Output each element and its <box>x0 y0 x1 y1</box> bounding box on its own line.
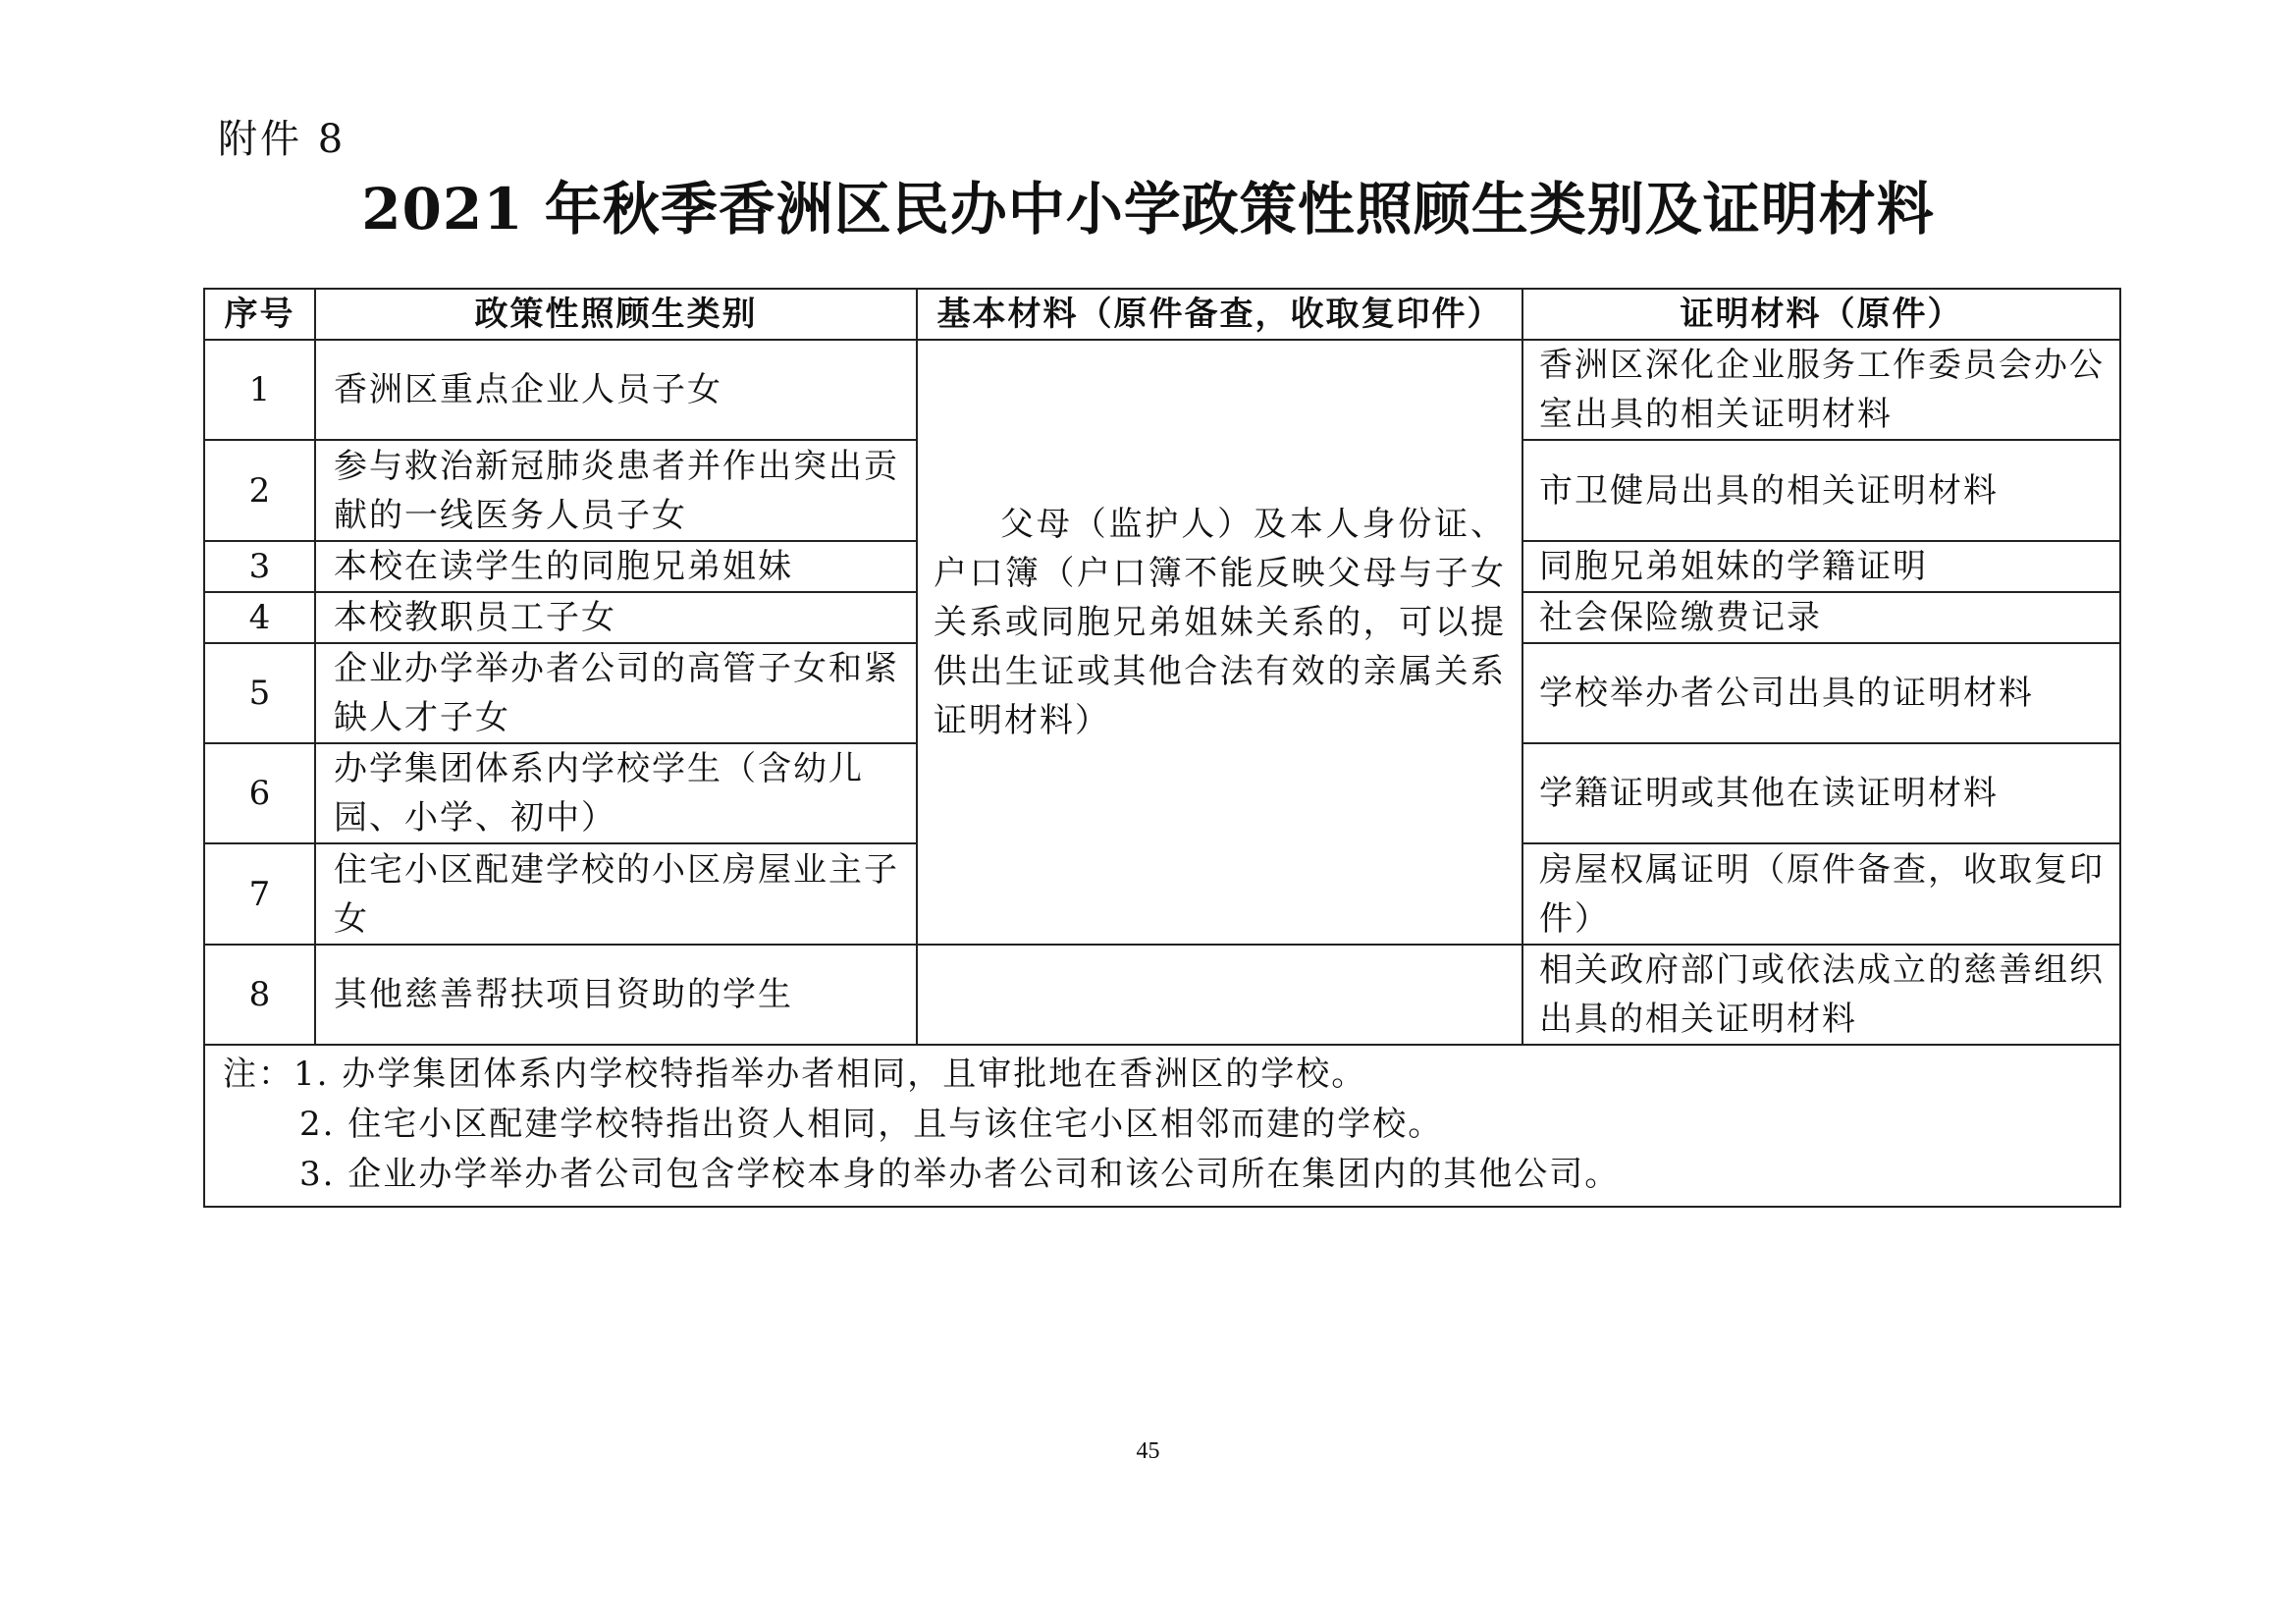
row-category: 其他慈善帮扶项目资助的学生 <box>315 945 917 1045</box>
row-number: 2 <box>204 440 315 541</box>
page-number: 45 <box>1136 1438 1160 1464</box>
row-category: 本校在读学生的同胞兄弟姐妹 <box>315 541 917 592</box>
row-number: 3 <box>204 541 315 592</box>
table-row <box>204 340 2120 440</box>
row-number: 7 <box>204 843 315 945</box>
row-number: 1 <box>204 340 315 440</box>
row-basic-empty <box>917 945 1522 1045</box>
row-number: 5 <box>204 643 315 743</box>
row-category: 参与救治新冠肺炎患者并作出突出贡献的一线医务人员子女 <box>315 440 917 541</box>
row-number: 8 <box>204 945 315 1045</box>
table-row <box>204 945 2120 1045</box>
row-proof: 同胞兄弟姐妹的学籍证明 <box>1522 541 2120 592</box>
row-number: 4 <box>204 592 315 643</box>
note-line-2: 2. 住宅小区配建学校特指出资人相同，且与该住宅小区相邻而建的学校。 <box>299 1105 1444 1144</box>
note-line-1: 注：1. 办学集团体系内学校特指举办者相同，且审批地在香洲区的学校。 <box>223 1055 1367 1094</box>
row-category: 本校教职员工子女 <box>315 592 917 643</box>
basic-materials-cell <box>917 340 1522 945</box>
table-header-row <box>204 289 2120 340</box>
row-category: 住宅小区配建学校的小区房屋业主子女 <box>315 843 917 945</box>
attachment-label: 附件 8 <box>218 117 347 162</box>
column-header-proof: 证明材料（原件） <box>1522 289 2120 340</box>
row-proof: 香洲区深化企业服务工作委员会办公室出具的相关证明材料 <box>1522 340 2120 440</box>
basic-materials-text: 父母（监护人）及本人身份证、户口簿（户口簿不能反映父母与子女关系或同胞兄弟姐妹关系的，可以提供出生证或其他合法有效的亲属关系证明材料） <box>934 505 1506 740</box>
row-proof: 市卫健局出具的相关证明材料 <box>1522 440 2120 541</box>
column-header-no: 序号 <box>204 289 315 340</box>
row-proof: 相关政府部门或依法成立的慈善组织出具的相关证明材料 <box>1522 945 2120 1045</box>
note-line-3: 3. 企业办学举办者公司包含学校本身的举办者公司和该公司所在集团内的其他公司。 <box>299 1155 1621 1194</box>
notes-cell <box>204 1045 2120 1207</box>
row-category: 办学集团体系内学校学生（含幼儿园、小学、初中） <box>315 743 917 843</box>
row-number: 6 <box>204 743 315 843</box>
row-proof: 社会保险缴费记录 <box>1522 592 2120 643</box>
row-category: 企业办学举办者公司的高管子女和紧缺人才子女 <box>315 643 917 743</box>
row-proof: 房屋权属证明（原件备查，收取复印件） <box>1522 843 2120 945</box>
page-title: 2021 年秋季香洲区民办中小学政策性照顾生类别及证明材料 <box>361 176 1935 243</box>
policy-table <box>203 288 2121 1208</box>
row-proof: 学校举办者公司出具的证明材料 <box>1522 643 2120 743</box>
column-header-category: 政策性照顾生类别 <box>315 289 917 340</box>
row-proof: 学籍证明或其他在读证明材料 <box>1522 743 2120 843</box>
row-category: 香洲区重点企业人员子女 <box>315 340 917 440</box>
notes-row <box>204 1045 2120 1207</box>
column-header-basic: 基本材料（原件备查，收取复印件） <box>917 289 1522 340</box>
